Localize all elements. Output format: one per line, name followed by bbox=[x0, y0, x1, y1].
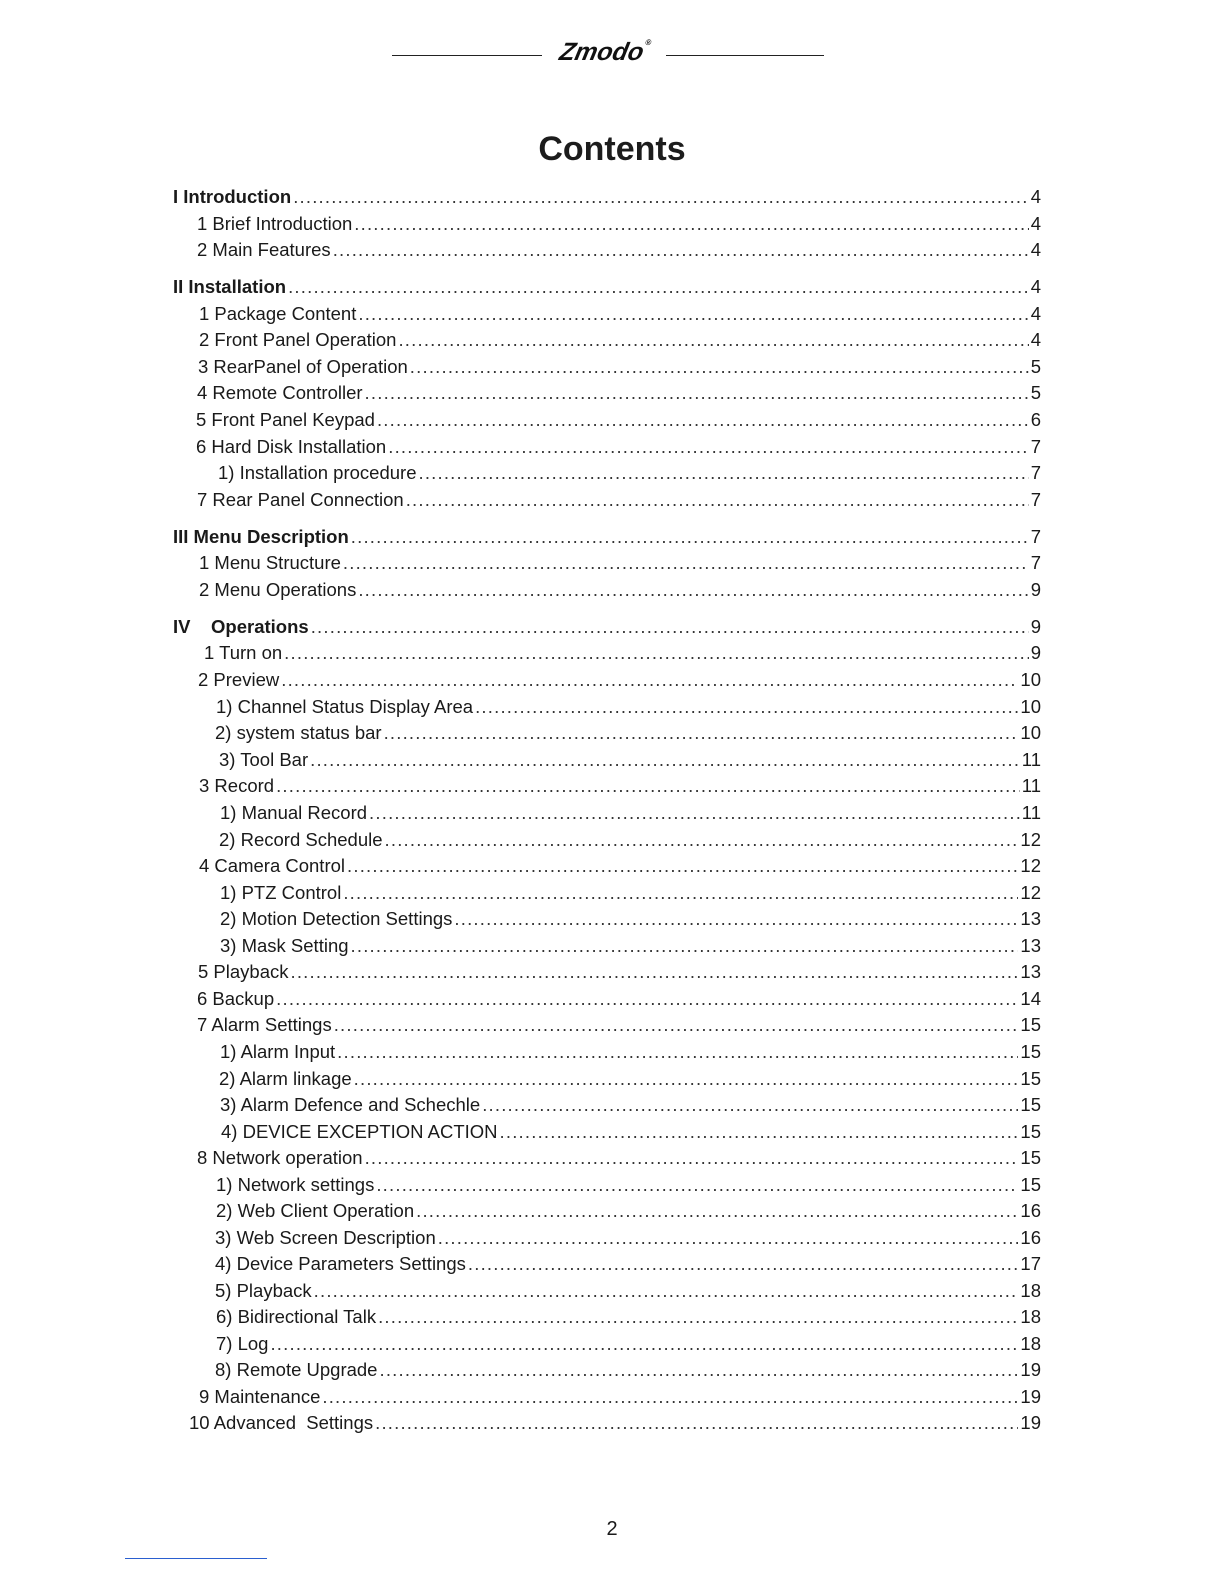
toc-leader-dots bbox=[377, 407, 1029, 433]
toc-leader-dots bbox=[454, 906, 1018, 932]
toc-entry[interactable] bbox=[220, 1092, 1041, 1118]
toc-entry[interactable] bbox=[215, 1357, 1041, 1383]
toc-entry-label: 2) Web Client Operation bbox=[216, 1200, 415, 1221]
toc-leader-dots bbox=[475, 694, 1018, 720]
toc-entry-page: 16 bbox=[1020, 1227, 1041, 1248]
toc-entry-page: 9 bbox=[1030, 642, 1041, 663]
toc-entry[interactable] bbox=[199, 773, 1041, 799]
toc-entry[interactable] bbox=[173, 524, 1041, 550]
toc-entry[interactable] bbox=[216, 1331, 1041, 1357]
toc-entry[interactable] bbox=[215, 1225, 1041, 1251]
toc-entry[interactable] bbox=[216, 1172, 1041, 1198]
toc-entry[interactable] bbox=[199, 301, 1041, 327]
toc-entry[interactable] bbox=[197, 1012, 1041, 1038]
toc-entry-page: 4 bbox=[1030, 213, 1041, 234]
toc-leader-dots bbox=[291, 959, 1019, 985]
toc-entry-label: 1 Package Content bbox=[199, 303, 357, 324]
toc-leader-dots bbox=[293, 184, 1029, 210]
toc-entry-label: IV Operations bbox=[173, 616, 309, 637]
toc-entry-page: 10 bbox=[1020, 696, 1041, 717]
toc-entry-label: I Introduction bbox=[173, 186, 292, 207]
toc-entry-page: 7 bbox=[1030, 489, 1041, 510]
toc-entry[interactable] bbox=[219, 747, 1041, 773]
toc-entry-label: 1) PTZ Control bbox=[220, 882, 342, 903]
toc-entry[interactable] bbox=[216, 1304, 1041, 1330]
toc-entry[interactable] bbox=[219, 827, 1041, 853]
toc-entry-label: 4 Remote Controller bbox=[197, 382, 363, 403]
toc-entry[interactable] bbox=[220, 906, 1041, 932]
toc-entry-label: 6 Hard Disk Installation bbox=[196, 436, 387, 457]
toc-entry[interactable] bbox=[197, 986, 1041, 1012]
toc-leader-dots bbox=[322, 1384, 1018, 1410]
toc-entry-label: 3) Mask Setting bbox=[220, 935, 349, 956]
toc-entry-page: 16 bbox=[1020, 1200, 1041, 1221]
toc-leader-dots bbox=[388, 434, 1028, 460]
toc-leader-dots bbox=[468, 1251, 1019, 1277]
toc-entry-page: 19 bbox=[1020, 1412, 1041, 1433]
toc-entry-page: 4 bbox=[1030, 329, 1041, 350]
toc-entry-page: 19 bbox=[1020, 1386, 1041, 1407]
toc-entry-page: 4 bbox=[1030, 186, 1041, 207]
toc-entry-page: 9 bbox=[1030, 579, 1041, 600]
toc-entry-label: 1) Installation procedure bbox=[218, 462, 417, 483]
toc-leader-dots bbox=[281, 667, 1018, 693]
toc-entry-label: 9 Maintenance bbox=[199, 1386, 321, 1407]
toc-entry[interactable] bbox=[198, 354, 1041, 380]
toc-entry-label: 2 Menu Operations bbox=[199, 579, 357, 600]
toc-entry-page: 7 bbox=[1030, 436, 1041, 457]
toc-entry-label: 1) Manual Record bbox=[220, 802, 368, 823]
toc-entry-label: 1) Network settings bbox=[216, 1174, 375, 1195]
toc-entry-page: 12 bbox=[1020, 882, 1041, 903]
toc-leader-dots bbox=[314, 1278, 1019, 1304]
toc-entry-label: 6) Bidirectional Talk bbox=[216, 1306, 377, 1327]
toc-leader-dots bbox=[375, 1410, 1018, 1436]
toc-entry-label: 8) Remote Upgrade bbox=[215, 1359, 378, 1380]
toc-entry[interactable] bbox=[216, 694, 1041, 720]
toc-entry-label: 4 Camera Control bbox=[199, 855, 346, 876]
toc-leader-dots bbox=[365, 1145, 1019, 1171]
toc-entry-page: 15 bbox=[1020, 1068, 1041, 1089]
toc-entry-label: 10 Advanced Settings bbox=[189, 1412, 374, 1433]
toc-entry[interactable] bbox=[199, 550, 1041, 576]
toc-entry-label: 3 RearPanel of Operation bbox=[198, 356, 408, 377]
toc-leader-dots bbox=[378, 1304, 1018, 1330]
page-title: Contents bbox=[538, 130, 686, 168]
toc-entry-page: 18 bbox=[1020, 1333, 1041, 1354]
toc-entry[interactable] bbox=[215, 720, 1041, 746]
toc-leader-dots bbox=[333, 237, 1029, 263]
toc-leader-dots bbox=[482, 1092, 1018, 1118]
toc-entry-label: 3 Record bbox=[199, 775, 275, 796]
toc-leader-dots bbox=[418, 460, 1028, 486]
toc-leader-dots bbox=[438, 1225, 1019, 1251]
toc-leader-dots bbox=[334, 1012, 1019, 1038]
toc-entry[interactable] bbox=[198, 667, 1041, 693]
toc-entry[interactable] bbox=[220, 880, 1041, 906]
header-rule-right bbox=[666, 55, 824, 56]
toc-entry[interactable] bbox=[216, 1198, 1041, 1224]
toc-entry-label: 2 Main Features bbox=[197, 239, 331, 260]
toc-leader-dots bbox=[410, 354, 1029, 380]
toc-entry-page: 15 bbox=[1020, 1014, 1041, 1035]
toc-leader-dots bbox=[365, 380, 1029, 406]
toc-leader-dots bbox=[276, 773, 1020, 799]
toc-entry-label: II Installation bbox=[173, 276, 287, 297]
toc-entry-label: 3) Tool Bar bbox=[219, 749, 309, 770]
toc-leader-dots bbox=[398, 327, 1028, 353]
toc-entry-page: 13 bbox=[1020, 961, 1041, 982]
toc-leader-dots bbox=[343, 880, 1018, 906]
toc-entry-page: 7 bbox=[1030, 552, 1041, 573]
toc-entry-label: 7) Log bbox=[216, 1333, 269, 1354]
toc-entry[interactable] bbox=[196, 407, 1041, 433]
toc-entry-label: 1 Menu Structure bbox=[199, 552, 341, 573]
page-number: 2 bbox=[606, 1518, 618, 1540]
toc-entry-label: 2) Motion Detection Settings bbox=[220, 908, 453, 929]
toc-leader-dots bbox=[288, 274, 1029, 300]
toc-leader-dots bbox=[347, 853, 1018, 879]
toc-entry[interactable] bbox=[199, 577, 1041, 603]
toc-leader-dots bbox=[310, 747, 1020, 773]
toc-leader-dots bbox=[500, 1119, 1019, 1145]
toc-entry-page: 4 bbox=[1030, 276, 1041, 297]
toc-entry-page: 5 bbox=[1030, 356, 1041, 377]
toc-entry-page: 14 bbox=[1020, 988, 1041, 1009]
toc-entry[interactable] bbox=[215, 1278, 1041, 1304]
toc-entry-page: 11 bbox=[1021, 749, 1041, 770]
toc-entry-page: 4 bbox=[1030, 239, 1041, 260]
toc-entry-page: 19 bbox=[1020, 1359, 1041, 1380]
toc-entry-page: 17 bbox=[1020, 1253, 1041, 1274]
toc-entry-page: 15 bbox=[1020, 1121, 1041, 1142]
toc-entry[interactable] bbox=[199, 1384, 1041, 1410]
toc-entry-label: 2) Alarm linkage bbox=[219, 1068, 352, 1089]
toc-entry[interactable] bbox=[218, 460, 1041, 486]
toc-entry-page: 12 bbox=[1020, 829, 1041, 850]
toc-entry-label: 2) system status bar bbox=[215, 722, 382, 743]
toc-entry-label: 1 Brief Introduction bbox=[197, 213, 353, 234]
toc-leader-dots bbox=[416, 1198, 1018, 1224]
toc-entry-page: 10 bbox=[1020, 669, 1041, 690]
toc-entry-page: 15 bbox=[1020, 1094, 1041, 1115]
toc-entry[interactable] bbox=[197, 380, 1041, 406]
toc-entry-label: 2 Preview bbox=[198, 669, 280, 690]
toc-entry-page: 18 bbox=[1020, 1306, 1041, 1327]
toc-entry-page: 11 bbox=[1021, 775, 1041, 796]
toc-entry-page: 18 bbox=[1020, 1280, 1041, 1301]
toc-entry[interactable] bbox=[189, 1410, 1041, 1436]
toc-entry[interactable] bbox=[198, 959, 1041, 985]
toc-entry-label: 8 Network operation bbox=[197, 1147, 363, 1168]
toc-leader-dots bbox=[385, 827, 1019, 853]
toc-leader-dots bbox=[384, 720, 1019, 746]
toc-leader-dots bbox=[270, 1331, 1018, 1357]
toc-entry-page: 4 bbox=[1030, 303, 1041, 324]
toc-entry[interactable] bbox=[197, 211, 1041, 237]
toc-entry-page: 11 bbox=[1021, 802, 1041, 823]
toc-entry[interactable] bbox=[220, 800, 1041, 826]
toc-entry-page: 15 bbox=[1020, 1041, 1041, 1062]
toc-entry-label: 4) Device Parameters Settings bbox=[215, 1253, 466, 1274]
toc-leader-dots bbox=[311, 614, 1029, 640]
toc-entry-page: 7 bbox=[1030, 526, 1041, 547]
toc-leader-dots bbox=[284, 640, 1029, 666]
toc-entry[interactable] bbox=[221, 1119, 1041, 1145]
toc-entry-page: 15 bbox=[1020, 1147, 1041, 1168]
toc-leader-dots bbox=[358, 577, 1028, 603]
toc-entry[interactable] bbox=[173, 274, 1041, 300]
toc-leader-dots bbox=[354, 211, 1028, 237]
toc-entry-page: 6 bbox=[1030, 409, 1041, 430]
toc-entry-page: 10 bbox=[1020, 722, 1041, 743]
toc-entry-label: 5 Front Panel Keypad bbox=[196, 409, 375, 430]
toc-entry[interactable] bbox=[215, 1251, 1041, 1277]
toc-leader-dots bbox=[379, 1357, 1018, 1383]
toc-entry[interactable] bbox=[219, 1066, 1041, 1092]
toc-entry-label: 2) Record Schedule bbox=[219, 829, 383, 850]
toc-entry[interactable] bbox=[173, 614, 1041, 640]
toc-leader-dots bbox=[376, 1172, 1018, 1198]
header-rule-left bbox=[392, 55, 542, 56]
toc-leader-dots bbox=[369, 800, 1020, 826]
toc-entry-label: III Menu Description bbox=[173, 526, 349, 547]
toc-entry-page: 12 bbox=[1020, 855, 1041, 876]
toc-entry-label: 6 Backup bbox=[197, 988, 275, 1009]
toc-leader-dots bbox=[406, 487, 1029, 513]
zmodo-logo: Zmodo® bbox=[557, 38, 653, 66]
toc-entry-label: 1) Alarm Input bbox=[220, 1041, 336, 1062]
toc-entry[interactable] bbox=[197, 1145, 1041, 1171]
toc-entry-label: 7 Alarm Settings bbox=[197, 1014, 332, 1035]
toc-leader-dots bbox=[276, 986, 1018, 1012]
toc-leader-dots bbox=[358, 301, 1028, 327]
toc-entry-page: 13 bbox=[1020, 908, 1041, 929]
toc-entry[interactable] bbox=[197, 237, 1041, 263]
toc-entry-label: 4) DEVICE EXCEPTION ACTION bbox=[221, 1121, 498, 1142]
toc-entry[interactable] bbox=[220, 933, 1041, 959]
toc-entry-label: 2 Front Panel Operation bbox=[199, 329, 397, 350]
toc-entry-label: 3) Alarm Defence and Schechle bbox=[220, 1094, 481, 1115]
toc-entry[interactable] bbox=[173, 184, 1041, 210]
toc-entry[interactable] bbox=[199, 327, 1041, 353]
toc-entry[interactable] bbox=[220, 1039, 1041, 1065]
toc-entry-label: 5) Playback bbox=[215, 1280, 312, 1301]
footer-link-line bbox=[125, 1558, 267, 1559]
toc-entry-label: 1 Turn on bbox=[204, 642, 283, 663]
toc-entry-label: 7 Rear Panel Connection bbox=[197, 489, 404, 510]
page-header bbox=[0, 38, 1224, 70]
toc-entry[interactable] bbox=[196, 434, 1041, 460]
toc-entry[interactable] bbox=[199, 853, 1041, 879]
toc-leader-dots bbox=[337, 1039, 1018, 1065]
toc-entry-label: 1) Channel Status Display Area bbox=[216, 696, 474, 717]
toc-entry[interactable] bbox=[197, 487, 1041, 513]
toc-entry-label: 3) Web Screen Description bbox=[215, 1227, 436, 1248]
toc-entry[interactable] bbox=[204, 640, 1041, 666]
toc-entry-label: 5 Playback bbox=[198, 961, 289, 982]
toc-entry-page: 15 bbox=[1020, 1174, 1041, 1195]
toc-entry-page: 13 bbox=[1020, 935, 1041, 956]
toc-entry-page: 7 bbox=[1030, 462, 1041, 483]
toc-leader-dots bbox=[354, 1066, 1019, 1092]
toc-entry-page: 9 bbox=[1030, 616, 1041, 637]
toc-leader-dots bbox=[351, 524, 1029, 550]
toc-entry-page: 5 bbox=[1030, 382, 1041, 403]
toc-leader-dots bbox=[351, 933, 1019, 959]
toc-leader-dots bbox=[343, 550, 1029, 576]
